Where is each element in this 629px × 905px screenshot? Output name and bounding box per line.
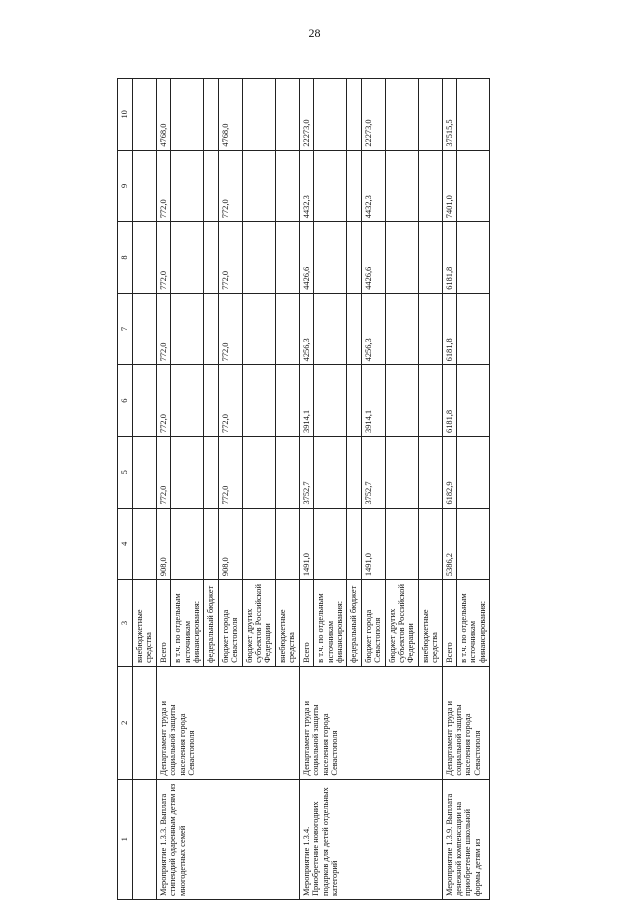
- value-cell-v5: [347, 436, 361, 508]
- funding-source-cell: федеральный бюджет: [347, 580, 361, 667]
- value-cell-v4: [314, 508, 347, 580]
- value-cell-v8: 772,0: [218, 222, 242, 294]
- value-cell-v9: [456, 150, 489, 222]
- value-cell-v6: 3914,1: [361, 365, 385, 437]
- funding-source-cell: внебюджетные средства: [133, 580, 157, 667]
- value-cell-v5: 772,0: [156, 436, 170, 508]
- value-cell-v5: [385, 436, 418, 508]
- value-cell-v8: [314, 222, 347, 294]
- table-row: [442, 79, 456, 900]
- value-cell-v10: [204, 79, 218, 151]
- value-cell-v4: [385, 508, 418, 580]
- value-cell-v5: 3752,7: [299, 436, 313, 508]
- value-cell-v9: 4432,3: [299, 150, 313, 222]
- value-cell-v7: [347, 293, 361, 365]
- value-cell-v8: [242, 222, 275, 294]
- funding-source-cell: федеральный бюджет: [204, 580, 218, 667]
- value-cell-v9: [242, 150, 275, 222]
- value-cell-v4: [418, 508, 442, 580]
- value-cell-v8: [204, 222, 218, 294]
- value-cell-v6: [347, 365, 361, 437]
- value-cell-v7: [275, 293, 299, 365]
- funding-source-cell: Всего: [299, 580, 313, 667]
- value-cell-v7: [418, 293, 442, 365]
- value-cell-v4: [456, 508, 489, 580]
- executor-cell: Департамент труда и социальной защиты населения города Севастополя: [299, 666, 442, 779]
- value-cell-v10: [275, 79, 299, 151]
- funding-source-cell: бюджет других субъектов Российской Федерации: [385, 580, 418, 667]
- table-row: [299, 79, 313, 900]
- value-cell-v5: [314, 436, 347, 508]
- value-cell-v4: [347, 508, 361, 580]
- table-body: [133, 79, 490, 900]
- funding-source-cell: в т.ч. по отдельным источникам финансирования:: [456, 580, 489, 667]
- funding-source-cell: Всего: [156, 580, 170, 667]
- column-header: 7: [118, 293, 133, 365]
- event-name-cell: Мероприятие 1.3.9. Выплата денежной компенсации на приобретение школьной формы детям из: [442, 779, 490, 899]
- value-cell-v6: [314, 365, 347, 437]
- column-header: 9: [118, 150, 133, 222]
- value-cell-v6: [418, 365, 442, 437]
- value-cell-v5: [456, 436, 489, 508]
- value-cell-v5: [275, 436, 299, 508]
- table-row: [156, 79, 170, 900]
- page-number: 28: [308, 26, 321, 40]
- value-cell-v5: [171, 436, 204, 508]
- value-cell-v4: [275, 508, 299, 580]
- value-cell-v8: [347, 222, 361, 294]
- value-cell-v10: 37515,5: [442, 79, 456, 151]
- value-cell-v10: [456, 79, 489, 151]
- column-header: 6: [118, 365, 133, 437]
- value-cell-v4: 908,0: [218, 508, 242, 580]
- carryover-row: [133, 79, 157, 900]
- value-cell-v6: 772,0: [218, 365, 242, 437]
- funding-source-cell: бюджет города Севастополя: [218, 580, 242, 667]
- value-cell-v8: 6181,8: [442, 222, 456, 294]
- value-cell-v7: [385, 293, 418, 365]
- value-cell-v9: [275, 150, 299, 222]
- value-cell-v8: 4426,6: [299, 222, 313, 294]
- column-header: 3: [118, 580, 133, 667]
- value-cell-v9: [171, 150, 204, 222]
- value-cell-v9: [314, 150, 347, 222]
- value-cell-v7: [242, 293, 275, 365]
- value-cell-v6: 772,0: [156, 365, 170, 437]
- value-cell-v5: [242, 436, 275, 508]
- value-cell-v10: [242, 79, 275, 151]
- budget-table: [117, 78, 490, 900]
- column-header: 4: [118, 508, 133, 580]
- value-cell-v4: [242, 508, 275, 580]
- value-cell-v5: [418, 436, 442, 508]
- value-cell-v6: [275, 365, 299, 437]
- value-cell-v4: 1491,0: [361, 508, 385, 580]
- value-cell-v9: [385, 150, 418, 222]
- value-cell-v4: 5386,2: [442, 508, 456, 580]
- rotated-table-area: [117, 78, 531, 900]
- funding-source-cell: внебюджетные средства: [275, 580, 299, 667]
- value-cell-v4: [204, 508, 218, 580]
- value-cell-v5: 772,0: [218, 436, 242, 508]
- column-header: 1: [118, 779, 133, 899]
- value-cell-v8: [418, 222, 442, 294]
- value-cell-v9: [418, 150, 442, 222]
- value-cell-v4: 908,0: [156, 508, 170, 580]
- value-cell-v9: [347, 150, 361, 222]
- value-cell-v7: [456, 293, 489, 365]
- value-cell-v6: [204, 365, 218, 437]
- value-cell-v10: 22273,0: [299, 79, 313, 151]
- value-cell-v7: 4256,3: [299, 293, 313, 365]
- value-cell-v8: 772,0: [156, 222, 170, 294]
- value-cell-v7: 4256,3: [361, 293, 385, 365]
- value-cell-v9: [204, 150, 218, 222]
- value-cell-v10: 4768,0: [156, 79, 170, 151]
- value-cell-v5: 6182,9: [442, 436, 456, 508]
- value-cell-v6: [242, 365, 275, 437]
- value-cell-v4: [171, 508, 204, 580]
- executor-cell: Департамент труда и социальной защиты населения города Севастополя: [442, 666, 490, 779]
- value-cell-v8: [171, 222, 204, 294]
- funding-source-cell: бюджет города Севастополя: [361, 580, 385, 667]
- event-name-cell: Мероприятие 1.3.3. Выплата стипендий одаренным детям из многодетных семей: [156, 779, 299, 899]
- value-cell-v10: 4768,0: [218, 79, 242, 151]
- executor-cell: Департамент труда и социальной защиты населения города Севастополя: [156, 666, 299, 779]
- value-cell-v5: 3752,7: [361, 436, 385, 508]
- value-cell-v10: [314, 79, 347, 151]
- funding-source-cell: в т.ч. по отдельным источникам финансирования:: [171, 580, 204, 667]
- value-cell-v10: [418, 79, 442, 151]
- event-name-cell: Мероприятие 1.3.4. Приобретение новогодних подарков для детей отдельных категорий: [299, 779, 442, 899]
- value-cell-v8: 4426,6: [361, 222, 385, 294]
- column-header: 8: [118, 222, 133, 294]
- value-cell-v8: [456, 222, 489, 294]
- value-cell-v9: 772,0: [218, 150, 242, 222]
- value-cell-v5: [204, 436, 218, 508]
- column-header: 2: [118, 666, 133, 779]
- funding-source-cell: внебюджетные средства: [418, 580, 442, 667]
- value-cell-v7: 772,0: [156, 293, 170, 365]
- value-cell-v10: [347, 79, 361, 151]
- value-cell-v7: 772,0: [218, 293, 242, 365]
- value-cell-v6: 6181,8: [442, 365, 456, 437]
- value-cell-v10: 22273,0: [361, 79, 385, 151]
- value-cell-v9: 4432,3: [361, 150, 385, 222]
- value-cell-v10: [385, 79, 418, 151]
- funding-source-cell: в т.ч. по отдельным источникам финансирования:: [314, 580, 347, 667]
- value-cell-v8: [275, 222, 299, 294]
- column-header: 5: [118, 436, 133, 508]
- value-cell-v9: 7401,0: [442, 150, 456, 222]
- funding-source-cell: Всего: [442, 580, 456, 667]
- header-row: [118, 79, 133, 900]
- value-cell-v9: 772,0: [156, 150, 170, 222]
- value-cell-v7: [171, 293, 204, 365]
- value-cell-v7: [204, 293, 218, 365]
- column-header: 10: [118, 79, 133, 151]
- value-cell-v7: [314, 293, 347, 365]
- value-cell-v8: [385, 222, 418, 294]
- value-cell-v7: 6181,8: [442, 293, 456, 365]
- value-cell-v6: [385, 365, 418, 437]
- value-cell-v6: [456, 365, 489, 437]
- value-cell-v6: 3914,1: [299, 365, 313, 437]
- value-cell-v10: [171, 79, 204, 151]
- funding-source-cell: бюджет других субъектов Российской Федерации: [242, 580, 275, 667]
- value-cell-v4: 1491,0: [299, 508, 313, 580]
- value-cell-v6: [171, 365, 204, 437]
- rotated-page-content: [117, 78, 531, 900]
